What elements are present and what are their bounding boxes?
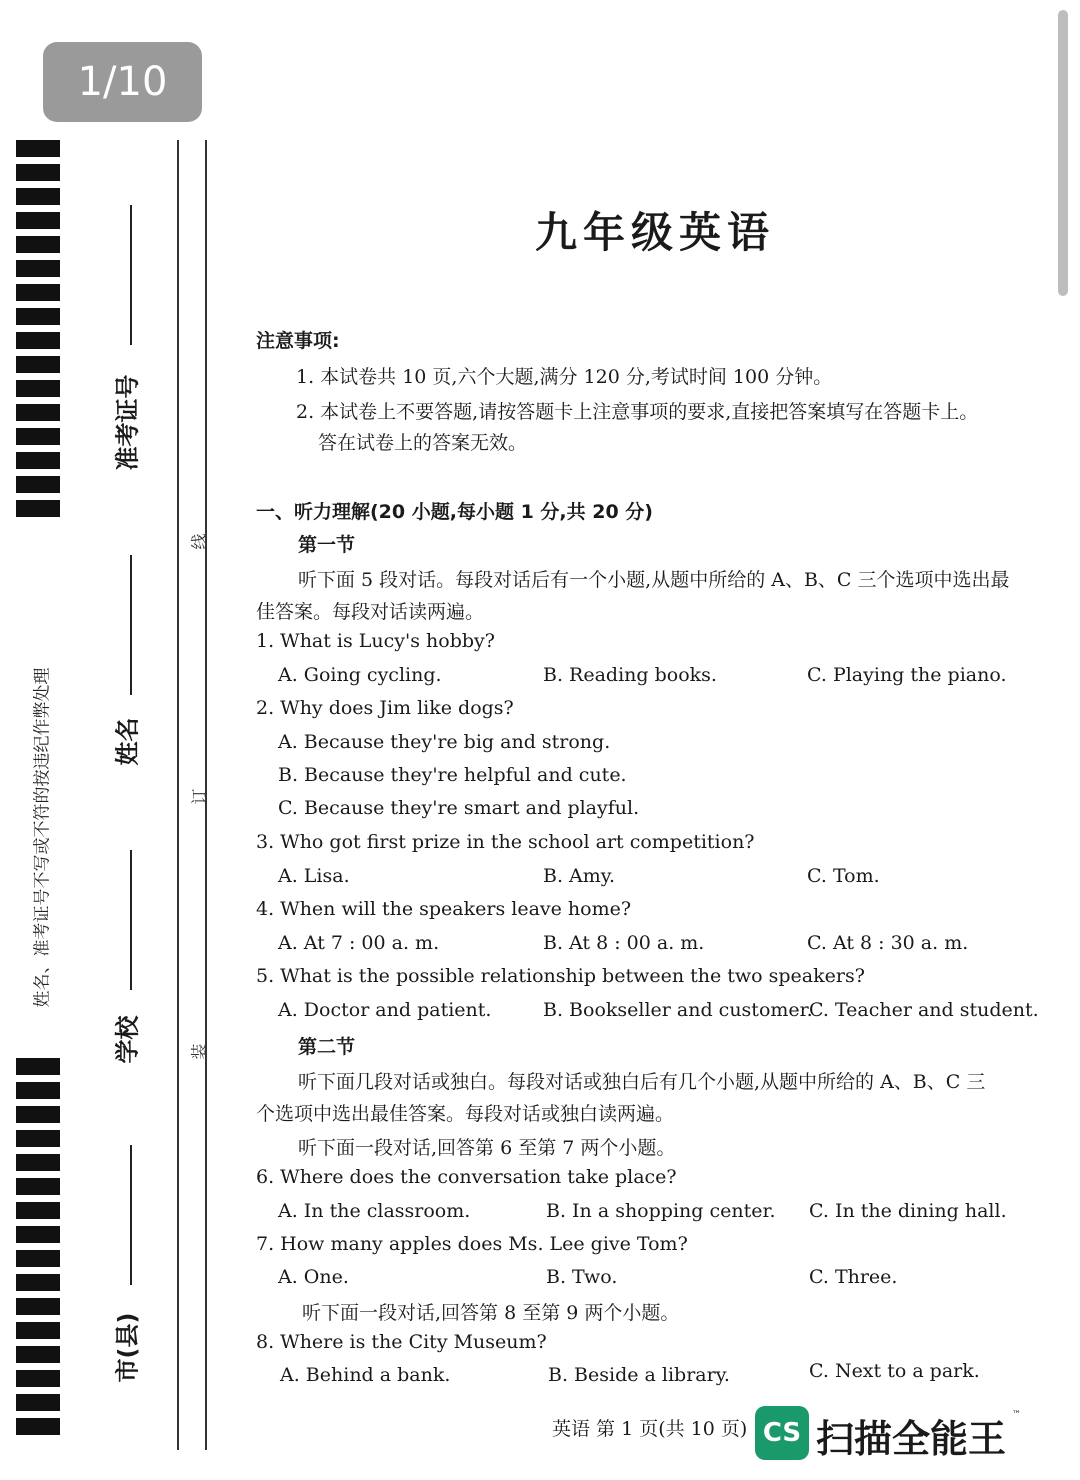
trademark-icon: ™: [1012, 1410, 1021, 1420]
q5-option-a: A. Doctor and patient.: [278, 999, 492, 1021]
barcode-bottom: [16, 1058, 60, 1442]
notes-heading: 注意事项:: [256, 330, 340, 352]
part1-heading: 一、听力理解(20 小题,每小题 1 分,共 20 分): [256, 501, 653, 523]
question-6: 6. Where does the conversation take place?: [256, 1166, 677, 1188]
q6-option-b: B. In a shopping center.: [546, 1200, 776, 1222]
binding-line-left: [177, 140, 179, 1450]
ticket-number-label: 准考证号: [113, 374, 142, 471]
scrollbar[interactable]: [1058, 10, 1068, 296]
q4-option-c: C. At 8 : 30 a. m.: [807, 932, 969, 954]
camscanner-logo-icon: CS: [755, 1406, 809, 1460]
q3-option-c: C. Tom.: [807, 865, 880, 887]
q6-option-c: C. In the dining hall.: [809, 1200, 1007, 1222]
question-5: 5. What is the possible relationship between the two speakers?: [256, 965, 865, 987]
page-indicator: 1/10: [43, 42, 202, 122]
page-footer: 英语 第 1 页(共 10 页): [552, 1418, 748, 1440]
binding-notice: 姓名、准考证号不写或不符的按违纪作弊处理: [32, 667, 53, 1008]
city-line: [130, 1145, 132, 1285]
binding-mark-bind: 订: [189, 788, 209, 805]
question-8: 8. Where is the City Museum?: [256, 1331, 547, 1353]
ticket-number-line: [130, 205, 132, 345]
binding-mark-pack: 装: [189, 1043, 209, 1060]
q2-option-a: A. Because they're big and strong.: [278, 731, 611, 753]
question-1: 1. What is Lucy's hobby?: [256, 630, 495, 652]
section1-heading: 第一节: [298, 534, 356, 556]
city-label: 市(县): [113, 1312, 142, 1383]
q4-option-a: A. At 7 : 00 a. m.: [278, 932, 440, 954]
q7-option-c: C. Three.: [809, 1266, 898, 1288]
camscanner-watermark: 扫描全能王: [816, 1417, 1007, 1461]
question-4: 4. When will the speakers leave home?: [256, 898, 632, 920]
q8-option-a: A. Behind a bank.: [280, 1364, 451, 1386]
question-3: 3. Who got first prize in the school art competition?: [256, 831, 755, 853]
question-7: 7. How many apples does Ms. Lee give Tom?: [256, 1233, 688, 1255]
school-label: 学校: [113, 1015, 142, 1064]
q1-option-c: C. Playing the piano.: [807, 664, 1007, 686]
barcode-top: [16, 140, 60, 524]
q8-option-c: C. Next to a park.: [809, 1360, 980, 1382]
q1-option-b: B. Reading books.: [543, 664, 717, 686]
q7-option-a: A. One.: [278, 1266, 349, 1288]
notes-item-1: 1. 本试卷共 10 页,六个大题,满分 120 分,考试时间 100 分钟。: [296, 366, 833, 388]
notes-item-2a: 2. 本试卷上不要答题,请按答题卡上注意事项的要求,直接把答案填写在答题卡上。: [296, 401, 979, 423]
q3-option-b: B. Amy.: [543, 865, 616, 887]
q2-option-c: C. Because they're smart and playful.: [278, 797, 640, 819]
q5-option-b: B. Bookseller and customer.: [543, 999, 813, 1021]
section2-instruction-b: 个选项中选出最佳答案。每段对话或独白读两遍。: [256, 1103, 675, 1125]
binding-mark-line: 线: [189, 533, 209, 550]
q8-option-b: B. Beside a library.: [548, 1364, 730, 1386]
q7-option-b: B. Two.: [546, 1266, 618, 1288]
q5-option-c: C. Teacher and student.: [809, 999, 1039, 1021]
question-2: 2. Why does Jim like dogs?: [256, 697, 514, 719]
subsection-8-9: 听下面一段对话,回答第 8 至第 9 两个小题。: [302, 1302, 680, 1324]
q6-option-a: A. In the classroom.: [278, 1200, 471, 1222]
q2-option-b: B. Because they're helpful and cute.: [278, 764, 627, 786]
notes-item-2b: 答在试卷上的答案无效。: [318, 432, 528, 454]
section2-heading: 第二节: [298, 1036, 356, 1058]
q3-option-a: A. Lisa.: [278, 865, 350, 887]
section2-instruction-a: 听下面几段对话或独白。每段对话或独白后有几个小题,从题中所给的 A、B、C 三: [298, 1071, 986, 1093]
section1-instruction-b: 佳答案。每段对话读两遍。: [256, 601, 485, 623]
q1-option-a: A. Going cycling.: [278, 664, 442, 686]
subsection-6-7: 听下面一段对话,回答第 6 至第 7 两个小题。: [298, 1137, 676, 1159]
section1-instruction-a: 听下面 5 段对话。每段对话后有一个小题,从题中所给的 A、B、C 三个选项中选出最: [298, 569, 1010, 591]
exam-title: 九年级英语: [534, 208, 775, 257]
q4-option-b: B. At 8 : 00 a. m.: [543, 932, 705, 954]
name-line: [130, 555, 132, 695]
school-line: [130, 850, 132, 990]
name-label: 姓名: [113, 717, 142, 766]
